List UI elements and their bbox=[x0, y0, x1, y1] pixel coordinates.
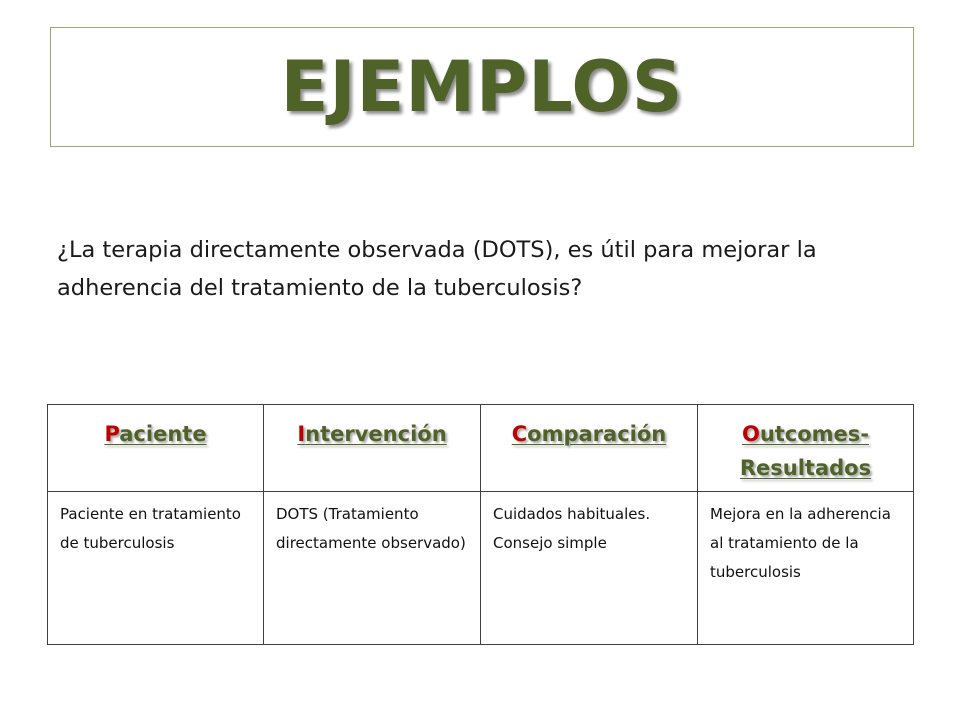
research-question: ¿La terapia directamente observada (DOTS), es útil para mejorar la adherencia del tratamiento de la tuberculosis? bbox=[57, 237, 817, 301]
pico-data-row bbox=[48, 492, 914, 645]
page-title: EJEMPLOS bbox=[280, 46, 684, 128]
header-rest: omparación bbox=[527, 422, 667, 446]
header-rest: ntervención bbox=[305, 422, 447, 446]
header-intervencion bbox=[264, 405, 481, 492]
pico-header-row bbox=[48, 405, 914, 492]
header-outcomes bbox=[698, 405, 914, 492]
header-initial: O bbox=[741, 422, 760, 446]
cell-comparacion: Cuidados habituales. Consejo simple bbox=[481, 492, 698, 645]
header-initial: P bbox=[104, 422, 120, 446]
title-box bbox=[50, 27, 914, 147]
header-paciente bbox=[48, 405, 264, 492]
cell-outcomes: Mejora en la adherencia al tratamiento de la tuberculosis bbox=[698, 492, 914, 645]
cell-paciente: Paciente en tratamiento de tuberculosis bbox=[48, 492, 264, 645]
header-rest: utcomes-Resultados bbox=[739, 422, 872, 480]
header-initial: C bbox=[511, 422, 528, 446]
header-initial: I bbox=[297, 422, 306, 446]
pico-table bbox=[47, 404, 914, 645]
header-rest: aciente bbox=[119, 422, 207, 446]
cell-intervencion: DOTS (Tratamiento directamente observado) bbox=[264, 492, 481, 645]
header-comparacion bbox=[481, 405, 698, 492]
